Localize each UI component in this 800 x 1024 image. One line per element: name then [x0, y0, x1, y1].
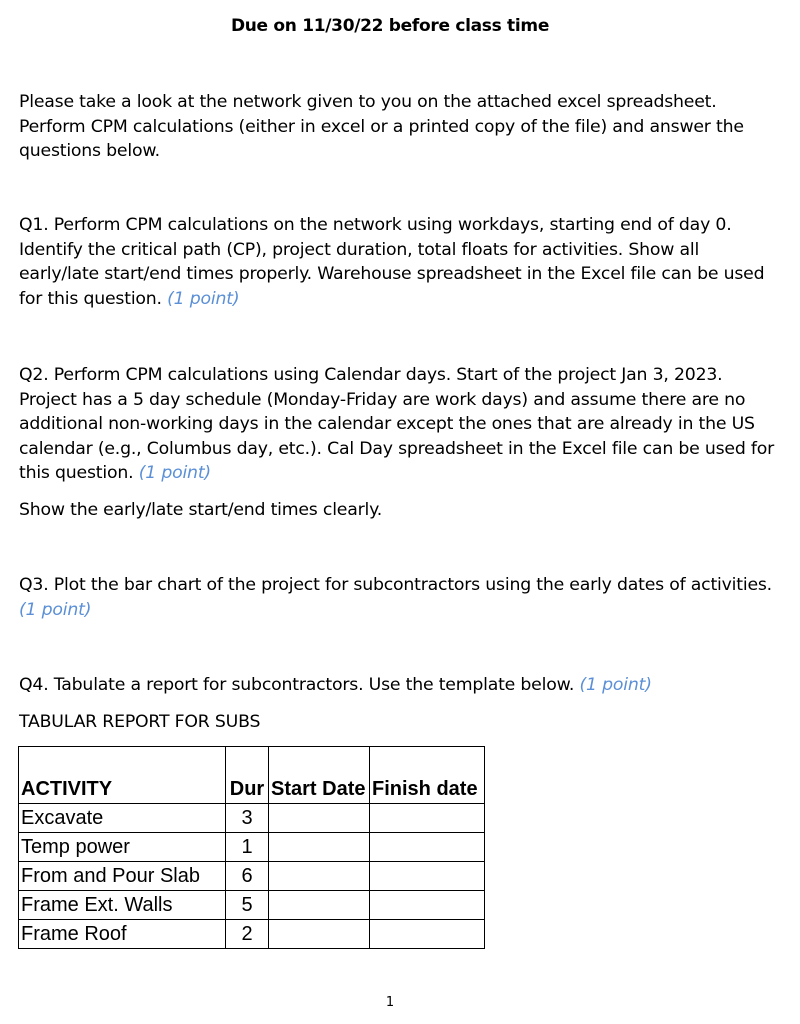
duration-cell: 6 — [226, 862, 269, 891]
finish-date-cell[interactable] — [370, 804, 485, 833]
duration-cell: 5 — [226, 891, 269, 920]
question-1-points: (1 point) — [167, 288, 240, 309]
start-date-cell[interactable] — [269, 804, 370, 833]
finish-date-cell[interactable] — [370, 920, 485, 949]
subs-report-table — [18, 746, 485, 949]
question-3 — [19, 573, 779, 622]
question-2 — [19, 363, 779, 486]
table-row — [19, 920, 485, 949]
header-start-date: Start Date — [269, 775, 370, 804]
activity-cell: From and Pour Slab — [19, 862, 226, 891]
start-date-cell[interactable] — [269, 862, 370, 891]
table-row — [19, 862, 485, 891]
question-2-points: (1 point) — [138, 463, 211, 484]
start-date-cell[interactable] — [269, 891, 370, 920]
table-blank-row — [19, 747, 485, 776]
question-4-text: Q4. Tabulate a report for subcontractors. Use the template below. — [19, 675, 575, 695]
question-3-text: Q3. Plot the bar chart of the project for subcontractors using the early dates of activities. — [19, 575, 772, 595]
due-date-heading: Due on 11/30/22 before class time — [230, 16, 550, 36]
table-row — [19, 833, 485, 862]
start-date-cell[interactable] — [269, 833, 370, 862]
activity-cell: Frame Ext. Walls — [19, 891, 226, 920]
question-1-text: Q1. Perform CPM calculations on the network using workdays, starting end of day 0. Identify the critical path (CP), project duration, total floats for activities. Show all early/late start/end times properly. Warehouse spreadsheet in the Excel file can be used for this question. — [19, 215, 765, 309]
duration-cell: 3 — [226, 804, 269, 833]
question-4 — [19, 673, 779, 698]
page-number: 1 — [385, 995, 395, 1010]
duration-cell: 2 — [226, 920, 269, 949]
header-finish-date: Finish date — [370, 775, 485, 804]
table-header-row — [19, 775, 485, 804]
table-row — [19, 804, 485, 833]
activity-cell: Temp power — [19, 833, 226, 862]
header-activity: ACTIVITY — [19, 775, 226, 804]
finish-date-cell[interactable] — [370, 862, 485, 891]
finish-date-cell[interactable] — [370, 833, 485, 862]
report-title: TABULAR REPORT FOR SUBS — [19, 712, 261, 732]
duration-cell: 1 — [226, 833, 269, 862]
header-duration: Dur — [226, 775, 269, 804]
finish-date-cell[interactable] — [370, 891, 485, 920]
table-row — [19, 891, 485, 920]
intro-paragraph: Please take a look at the network given to you on the attached excel spreadsheet. Perform CPM calculations (either in excel or a printed copy of the file) and answer the questions below. — [19, 92, 744, 162]
question-4-points: (1 point) — [579, 675, 652, 695]
start-date-cell[interactable] — [269, 920, 370, 949]
question-2-text: Q2. Perform CPM calculations using Calendar days. Start of the project Jan 3, 2023. Project has a 5 day schedule (Monday-Friday are work days) and assume there are no additional non-working days in the calendar except the ones that are already in the US calendar (e.g., Columbus day, etc.). Cal Day spreadsheet in the Excel file can be used for this question. — [19, 365, 775, 484]
question-3-points: (1 point) — [19, 599, 92, 620]
activity-cell: Excavate — [19, 804, 226, 833]
question-2-show-note: Show the early/late start/end times clearly. — [19, 500, 382, 520]
activity-cell: Frame Roof — [19, 920, 226, 949]
question-1 — [19, 213, 779, 311]
